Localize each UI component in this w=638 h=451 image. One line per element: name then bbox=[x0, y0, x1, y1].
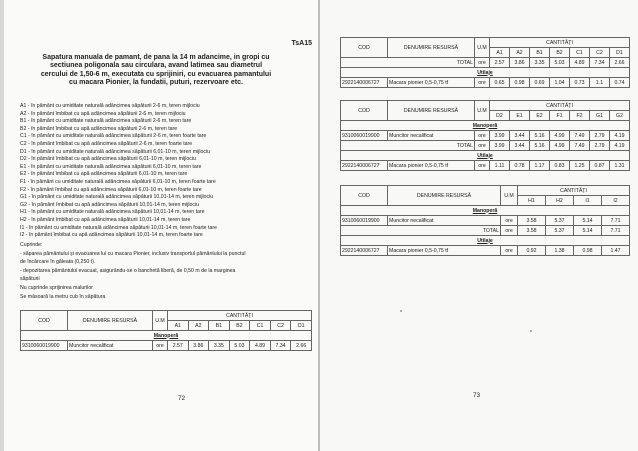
col-variant: B2 bbox=[229, 321, 250, 331]
variant-item: A1 - în pământ cu umiditate naturală adâncimea săpăturii 2-6 m, teren mijlociu bbox=[20, 103, 200, 109]
total-value: 7.34 bbox=[590, 58, 610, 68]
quantity: 1.1 bbox=[590, 78, 610, 88]
total-value: 7.71 bbox=[602, 226, 630, 236]
quantity: 5.37 bbox=[546, 216, 574, 226]
total-value: 4.19 bbox=[610, 141, 630, 151]
col-um: U.M bbox=[501, 186, 518, 206]
resource-name: Macara pionier 0,5-0,75 tf bbox=[388, 246, 501, 256]
variant-item: D1 - în pământ cu umiditate naturală adâncimea săpăturii 6,01-10 m, teren mijlociu bbox=[20, 148, 211, 155]
total-value: 5.14 bbox=[574, 226, 602, 236]
quantity: 1.17 bbox=[530, 161, 550, 171]
resource-table bbox=[20, 310, 312, 351]
resource-table-1 bbox=[340, 37, 630, 88]
col-um: U.M bbox=[153, 311, 168, 331]
quantity: 1.25 bbox=[570, 161, 590, 171]
quantity: 2.57 bbox=[168, 341, 189, 351]
col-variant: D2 bbox=[490, 111, 510, 121]
quantity: 1.47 bbox=[602, 246, 630, 256]
variant-list bbox=[20, 103, 300, 240]
total-value: 3.35 bbox=[530, 58, 550, 68]
quantity: 0.92 bbox=[518, 246, 546, 256]
resource-name: Muncitor necalificat bbox=[388, 216, 501, 226]
section-heading: Utilaje bbox=[341, 236, 630, 246]
quantity: 0.69 bbox=[530, 78, 550, 88]
col-variant: F1 bbox=[550, 111, 570, 121]
quantity: 0.74 bbox=[610, 78, 630, 88]
resource-um: ore bbox=[475, 161, 490, 171]
col-variant: A2 bbox=[510, 48, 530, 58]
col-variant: A1 bbox=[168, 321, 189, 331]
col-variant: H1 bbox=[518, 196, 546, 206]
quantity: 0.98 bbox=[574, 246, 602, 256]
total-value: 5.16 bbox=[530, 141, 550, 151]
resource-code: 2922140006727 bbox=[341, 161, 388, 171]
resource-table-2 bbox=[340, 100, 630, 171]
quantity: 5.16 bbox=[530, 131, 550, 141]
section-heading: Manoperă bbox=[341, 121, 630, 131]
total-value: 5.37 bbox=[546, 226, 574, 236]
col-um: U.M bbox=[475, 38, 490, 58]
quantity: 3.44 bbox=[510, 131, 530, 141]
total-value: 3.58 bbox=[518, 226, 546, 236]
quantity: 0.73 bbox=[570, 78, 590, 88]
quantity: 1.31 bbox=[610, 161, 630, 171]
variant-item: E2 - în pământ îmbibat cu apă adâncimea săpăturii 6,01-10 m, teren tare bbox=[20, 171, 188, 178]
quantity: 0.87 bbox=[590, 161, 610, 171]
resource-um: ore bbox=[501, 216, 518, 226]
page-number: 73 bbox=[473, 392, 481, 399]
norm-code: TsA15 bbox=[291, 40, 312, 47]
variant-item: H2 - în pământ îmbibat cu apă adâncimea săpăturii 10,01-14 m, teren tare bbox=[20, 216, 191, 223]
col-variant: H2 bbox=[546, 196, 574, 206]
total-label: TOTAL bbox=[341, 226, 501, 236]
resource-table-3 bbox=[340, 185, 630, 256]
page-edge bbox=[0, 0, 4, 451]
quantity: 7.71 bbox=[602, 216, 630, 226]
quantity: 4.89 bbox=[250, 341, 271, 351]
resource-name: Macara pionier 0,5-0,75 tf bbox=[388, 161, 475, 171]
resource-um: ore bbox=[153, 341, 168, 351]
total-value: 5.03 bbox=[550, 58, 570, 68]
total-value: 4.89 bbox=[570, 58, 590, 68]
col-variant: C2 bbox=[270, 321, 291, 331]
section-heading: Manoperă bbox=[21, 331, 312, 341]
total-um: ore bbox=[501, 226, 518, 236]
quantity: 2.79 bbox=[590, 131, 610, 141]
col-cod: COD bbox=[341, 101, 388, 121]
description-line: Cuprinde: bbox=[20, 242, 43, 248]
description-line: Se măsoară la metru cub în săpătura bbox=[20, 293, 106, 300]
quantity: 0.65 bbox=[490, 78, 510, 88]
total-value: 2.66 bbox=[610, 58, 630, 68]
quantity: 0.98 bbox=[510, 78, 530, 88]
col-variant: D1 bbox=[291, 321, 312, 331]
col-variant: C1 bbox=[250, 321, 271, 331]
quantity: 5.14 bbox=[574, 216, 602, 226]
col-denumire: DENUMIRE RESURSĂ bbox=[68, 311, 153, 331]
variant-item: G2 - în pământ îmbibat cu apă adâncimea săpăturii 10,01-14 m, teren mijlociu bbox=[20, 201, 200, 208]
quantity: 7.34 bbox=[270, 341, 291, 351]
quantity: 1.11 bbox=[490, 161, 510, 171]
variant-item: E1 - în pământ cu umiditate naturală adâncimea săpăturii 6,01-10 m, teren tare bbox=[20, 163, 202, 170]
description-line: Nu cuprinde sprijinirea malurilor bbox=[20, 284, 93, 291]
col-variant: C1 bbox=[570, 48, 590, 58]
col-cantitati: CANTITĂȚI bbox=[518, 186, 630, 196]
total-value: 4.99 bbox=[550, 141, 570, 151]
quantity: 4.99 bbox=[550, 131, 570, 141]
col-variant: B2 bbox=[550, 48, 570, 58]
col-variant: I2 bbox=[602, 196, 630, 206]
section-heading: Utilaje bbox=[341, 68, 630, 78]
description-line: - depozitarea pământului evacuat, asigurându-se o banchetă liberă, de 0,50 m de la marginea bbox=[20, 267, 236, 274]
col-variant: E2 bbox=[530, 111, 550, 121]
total-um: ore bbox=[475, 141, 490, 151]
resource-name: Macara pionier 0,5-0,75 tf bbox=[388, 78, 475, 88]
quantity: 3.99 bbox=[490, 131, 510, 141]
col-variant: A2 bbox=[188, 321, 209, 331]
col-cod: COD bbox=[341, 186, 388, 206]
col-denumire: DENUMIRE RESURSĂ bbox=[388, 101, 475, 121]
total-value: 2.57 bbox=[490, 58, 510, 68]
variant-item: F2 - în pământ îmbibat cu apă adâncimea săpăturii 6,01-10 m, teren foarte tare bbox=[20, 186, 202, 193]
resource-code: 2922140006727 bbox=[341, 78, 388, 88]
quantity: 4.19 bbox=[610, 131, 630, 141]
quantity: 7.49 bbox=[570, 131, 590, 141]
right-page bbox=[320, 0, 638, 451]
col-variant: E1 bbox=[510, 111, 530, 121]
col-cantitati: CANTITĂȚI bbox=[490, 38, 630, 48]
quantity: 1.04 bbox=[550, 78, 570, 88]
total-value: 3.99 bbox=[490, 141, 510, 151]
col-variant: A1 bbox=[490, 48, 510, 58]
total-um: ore bbox=[475, 58, 490, 68]
col-denumire: DENUMIRE RESURSĂ bbox=[388, 38, 475, 58]
quantity: 1.38 bbox=[546, 246, 574, 256]
col-variant: C2 bbox=[590, 48, 610, 58]
resource-code: 9310060019900 bbox=[341, 131, 388, 141]
resource-code: 2922140006727 bbox=[341, 246, 388, 256]
speck bbox=[400, 310, 402, 312]
resource-code: 9310060019900 bbox=[21, 341, 68, 351]
col-variant: F2 bbox=[570, 111, 590, 121]
col-variant: G1 bbox=[590, 111, 610, 121]
resource-name: Muncitor necalificat bbox=[388, 131, 475, 141]
quantity: 3.58 bbox=[518, 216, 546, 226]
section-heading: Manoperă bbox=[341, 206, 630, 216]
variant-item: A2 - în pământ îmbibat cu apă adâncimea săpăturii 2-6 m, teren mijlociu bbox=[20, 110, 186, 117]
total-value: 7.49 bbox=[570, 141, 590, 151]
resource-um: ore bbox=[475, 131, 490, 141]
quantity: 3.35 bbox=[209, 341, 230, 351]
quantity: 3.86 bbox=[188, 341, 209, 351]
quantity: 5.03 bbox=[229, 341, 250, 351]
variant-item: G1 - în pământ cu umiditate naturală adâncimea săpăturii 10,01-14 m, teren mijlociu bbox=[20, 194, 214, 201]
description bbox=[20, 241, 310, 301]
total-label: TOTAL bbox=[341, 58, 475, 68]
page-number: 72 bbox=[178, 395, 186, 402]
quantity: 2.66 bbox=[291, 341, 312, 351]
col-cantitati: CANTITĂȚI bbox=[168, 311, 312, 321]
col-variant: G2 bbox=[610, 111, 630, 121]
description-line: - săparea pământului și evacuarea lui cu macara Pionier, inclusiv transportul pământului la punctul bbox=[20, 250, 246, 257]
description-line: săpăturii bbox=[20, 276, 40, 283]
col-variant: B1 bbox=[209, 321, 230, 331]
col-variant: I1 bbox=[574, 196, 602, 206]
col-cod: COD bbox=[21, 311, 68, 331]
resource-code: 9310060019900 bbox=[341, 216, 388, 226]
norm-title: Sapatura manuala de pamant, de pana la 14 m adancime, in gropi cu sectiunea poligonala sau circulara, avand latimea sau diametrul cercului de 1,50-6 m, executata cu sprijiniri, cu evacuarea pamantului cu macara Pionier, la fundatii, puturi, rezervoare etc. bbox=[40, 54, 272, 87]
description-line: de încărcare în găleata (0,250 t). bbox=[20, 259, 96, 266]
variant-item: F1 - în pământ cu umiditate naturală adâncimea săpăturii 6,01-10 m, teren foarte tare bbox=[20, 178, 216, 185]
total-label: TOTAL bbox=[341, 141, 475, 151]
variant-item: C2 - în pământ îmbibat cu apă adâncimea săpăturii 2-6 m, teren foarte tare bbox=[20, 140, 193, 147]
col-denumire: DENUMIRE RESURSĂ bbox=[388, 186, 501, 206]
variant-item: I2 - în pământ îmbibat cu apă adâncimea săpăturii 10,01-14 m, teren foarte tare bbox=[20, 232, 203, 239]
resource-um: ore bbox=[501, 246, 518, 256]
resource-name: Muncitor necalificat bbox=[68, 341, 153, 351]
left-page bbox=[0, 0, 318, 451]
col-um: U.M bbox=[475, 101, 490, 121]
variant-item: B2 - în pământ îmbibat cu apă adâncimea săpăturii 2-6 m, teren tare bbox=[20, 125, 178, 132]
variant-item: I1 - în pământ cu umiditate naturală adâncimea săpăturii 10,01-14 m, teren foarte tare bbox=[20, 224, 217, 231]
col-variant: B1 bbox=[530, 48, 550, 58]
total-value: 3.86 bbox=[510, 58, 530, 68]
section-heading: Utilaje bbox=[341, 151, 630, 161]
col-cantitati: CANTITĂȚI bbox=[490, 101, 630, 111]
col-cod: COD bbox=[341, 38, 388, 58]
variant-item: D2 - în pământ îmbibat cu apă adâncimea săpăturii 6,01-10 m, teren mijlociu bbox=[20, 156, 196, 163]
variant-item: C1 - în pământ cu umiditate naturală adâncimea săpăturii 2-6 m, teren foarte tare bbox=[20, 133, 207, 140]
variant-item: B1 - în pământ cu umiditate naturală adâncimea săpăturii 2-6 m, teren tare bbox=[20, 118, 192, 125]
total-value: 3.44 bbox=[510, 141, 530, 151]
total-value: 2.79 bbox=[590, 141, 610, 151]
quantity: 0.78 bbox=[510, 161, 530, 171]
resource-um: ore bbox=[475, 78, 490, 88]
quantity: 0.83 bbox=[550, 161, 570, 171]
speck bbox=[530, 330, 532, 332]
variant-item: H1 - în pământ cu umiditate naturală adâncimea săpăturii 10,01-14 m, teren tare bbox=[20, 209, 205, 216]
col-variant: D1 bbox=[610, 48, 630, 58]
